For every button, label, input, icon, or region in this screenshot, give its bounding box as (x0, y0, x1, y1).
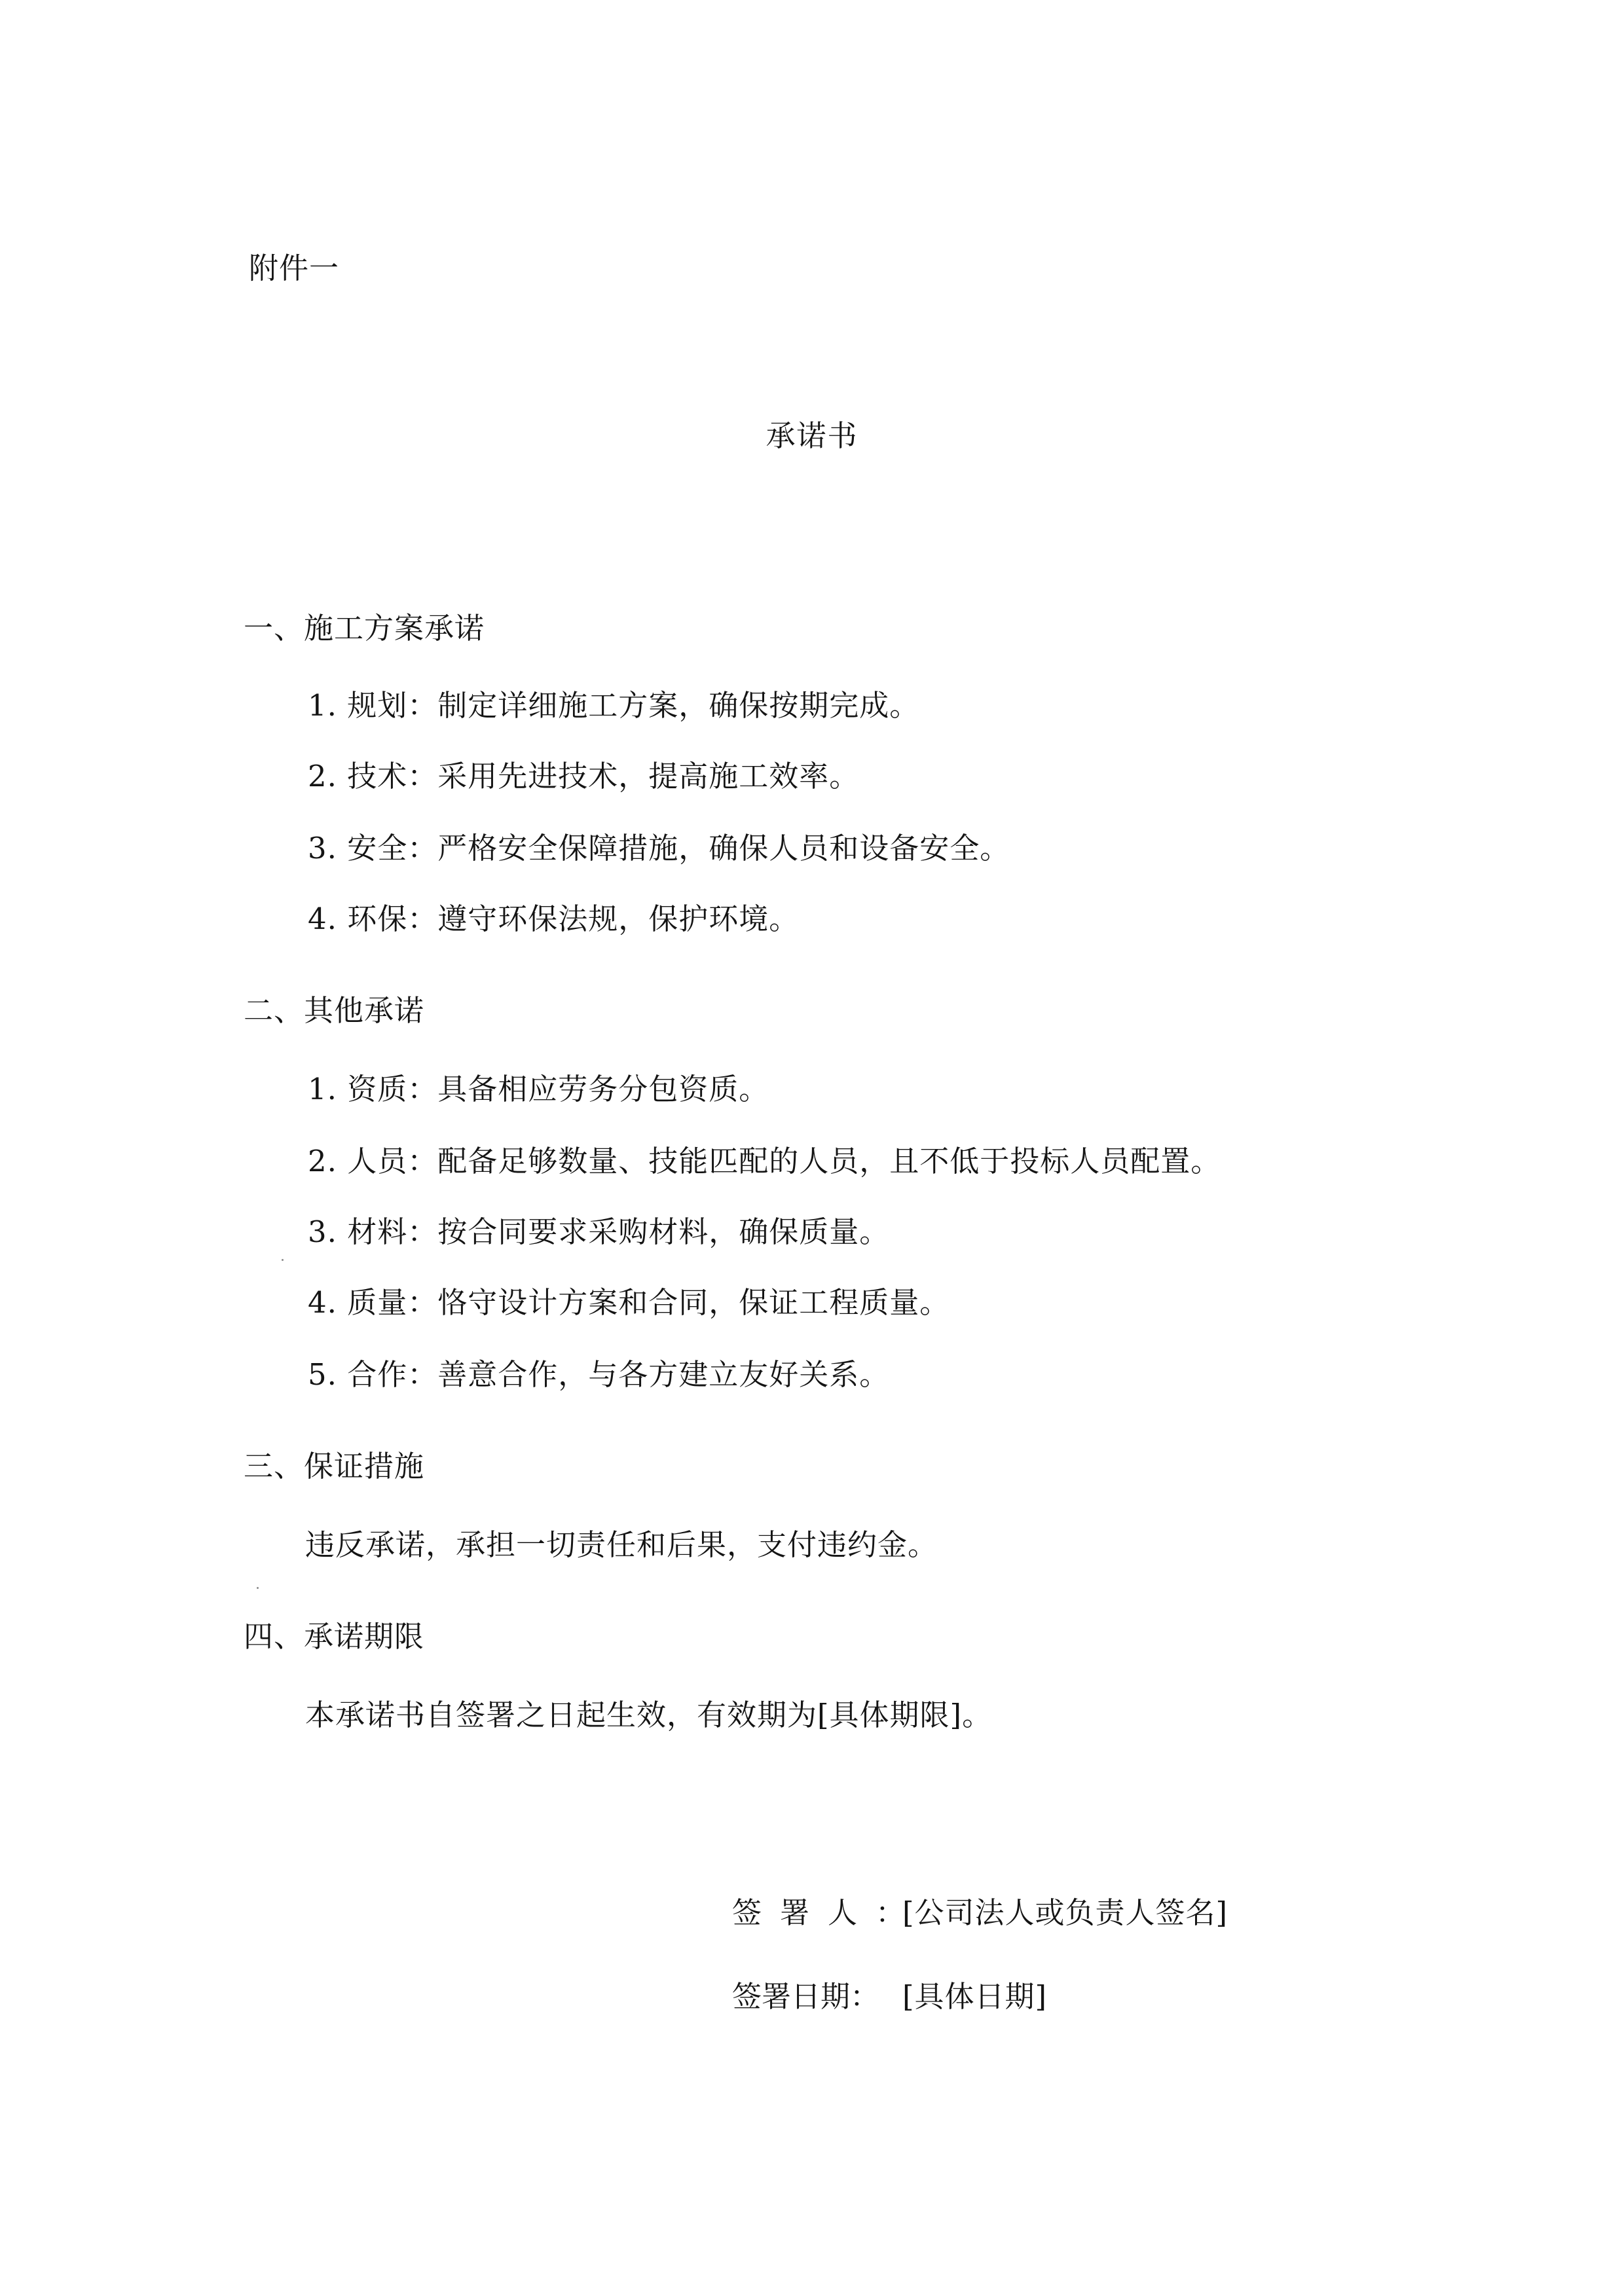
date-line (732, 1977, 1047, 2016)
date-value: [具体日期] (902, 1979, 1048, 2014)
list-item: 1. 资质：具备相应劳务分包资质。 (308, 1072, 769, 1106)
list-item: 3. 安全：严格安全保障措施，确保人员和设备安全。 (308, 831, 1010, 866)
date-label: 签署日期： (732, 1979, 880, 2014)
attachment-label: 附件一 (249, 251, 340, 285)
section-paragraph: 违反承诺，承担一切责任和后果，支付违约金。 (305, 1527, 938, 1562)
signer-value: [公司法人或负责人签名] (902, 1895, 1228, 1930)
section-heading: 四、承诺期限 (244, 1619, 425, 1654)
section-heading: 一、施工方案承诺 (244, 611, 485, 646)
section-paragraph: 本承诺书自签署之日起生效，有效期为[具体期限]。 (305, 1698, 993, 1732)
scan-speck (282, 1259, 284, 1261)
list-item: 2. 技术：采用先进技术，提高施工效率。 (308, 759, 860, 793)
signer-label: 签署人： (732, 1895, 924, 1930)
list-item: 5. 合作：善意合作，与各方建立友好关系。 (308, 1357, 890, 1392)
document-title: 承诺书 (766, 418, 858, 453)
signer-line (732, 1893, 1228, 1933)
list-item: 2. 人员：配备足够数量、技能匹配的人员，且不低于投标人员配置。 (308, 1144, 1221, 1178)
section-heading: 三、保证措施 (244, 1449, 425, 1484)
list-item: 3. 材料：按合同要求采购材料，确保质量。 (308, 1214, 890, 1249)
list-item: 1. 规划：制定详细施工方案，确保按期完成。 (308, 688, 920, 723)
list-item: 4. 质量：恪守设计方案和合同，保证工程质量。 (308, 1285, 950, 1320)
list-item: 4. 环保：遵守环保法规，保护环境。 (308, 902, 800, 936)
scan-speck (257, 1587, 259, 1589)
section-heading: 二、其他承诺 (244, 993, 425, 1028)
